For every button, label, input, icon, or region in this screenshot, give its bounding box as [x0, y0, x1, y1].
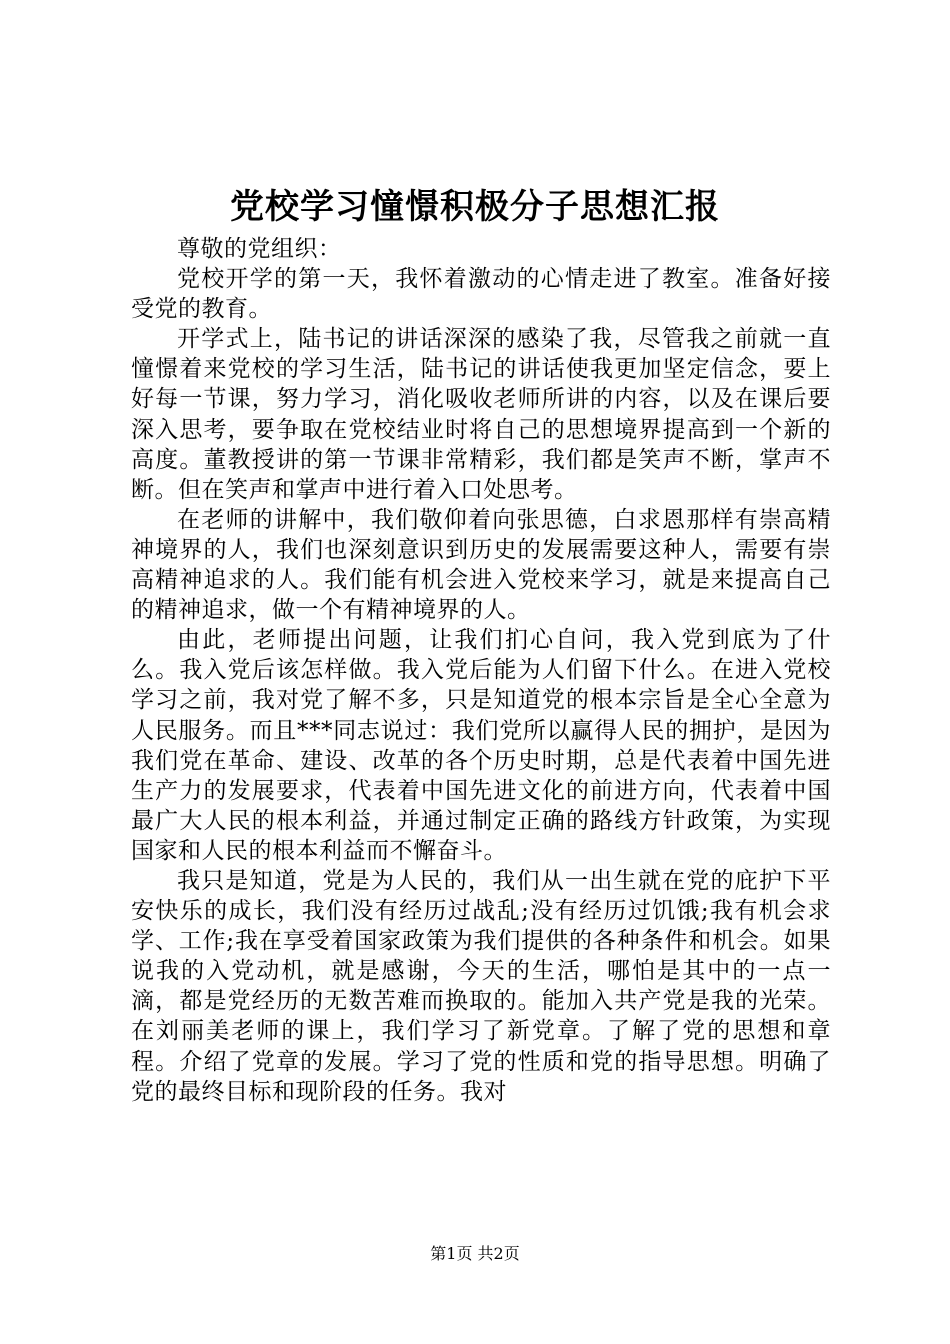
salutation: 尊敬的党组织：	[177, 236, 342, 262]
paragraph-3: 在老师的讲解中，我们敬仰着向张思德，白求恩那样有崇高精神境界的人，我们也深刻意识到历史的发展需要这种人，需要有崇高精神追求的人。我们能有机会进入党校来学习，就是来提高自己的精神追求，做一个有精神境界的人。	[131, 506, 831, 624]
page-title: 党校学习憧憬积极分子思想汇报	[230, 187, 720, 227]
paragraph-4: 由此，老师提出问题，让我们扪心自问，我入党到底为了什么。我入党后该怎样做。我入党后能为人们留下什么。在进入党校学习之前，我对党了解不多，只是知道党的根本宗旨是全心全意为人民服务。而且***同志说过：我们党所以赢得人民的拥护，是因为我们党在革命、建设、改革的各个历史时期，总是代表着中国先进生产力的发展要求，代表着中国先进文化的前进方向，代表着中国最广大人民的根本利益，并通过制定正确的路线方针政策，为实现国家和人民的根本利益而不懈奋斗。	[131, 627, 831, 864]
paragraph-2: 开学式上，陆书记的讲话深深的感染了我，尽管我之前就一直憧憬着来党校的学习生活，陆书记的讲话使我更加坚定信念，要上好每一节课，努力学习，消化吸收老师所讲的内容，以及在课后要深入思考，要争取在党校结业时将自己的思想境界提高到一个新的高度。董教授讲的第一节课非常精彩，我们都是笑声不断，掌声不断。但在笑声和掌声中进行着入口处思考。	[131, 326, 831, 503]
paragraph-5: 我只是知道，党是为人民的，我们从一出生就在党的庇护下平安快乐的成长，我们没有经历过战乱;没有经历过饥饿;我有机会求学、工作;我在享受着国家政策为我们提供的各种条件和机会。如果说我的入党动机，就是感谢，今天的生活，哪怕是其中的一点一滴，都是党经历的无数苦难而换取的。能加入共产党是我的光荣。在刘丽美老师的课上，我们学习了新党章。了解了党的思想和章程。介绍了党章的发展。学习了党的性质和党的指导思想。明确了党的最终目标和现阶段的任务。我对	[131, 867, 831, 1105]
page-footer: 第1页 共2页	[430, 1244, 520, 1263]
document-body	[131, 234, 831, 1107]
paragraph-1: 党校开学的第一天，我怀着激动的心情走进了教室。准备好接受党的教育。	[131, 266, 831, 323]
